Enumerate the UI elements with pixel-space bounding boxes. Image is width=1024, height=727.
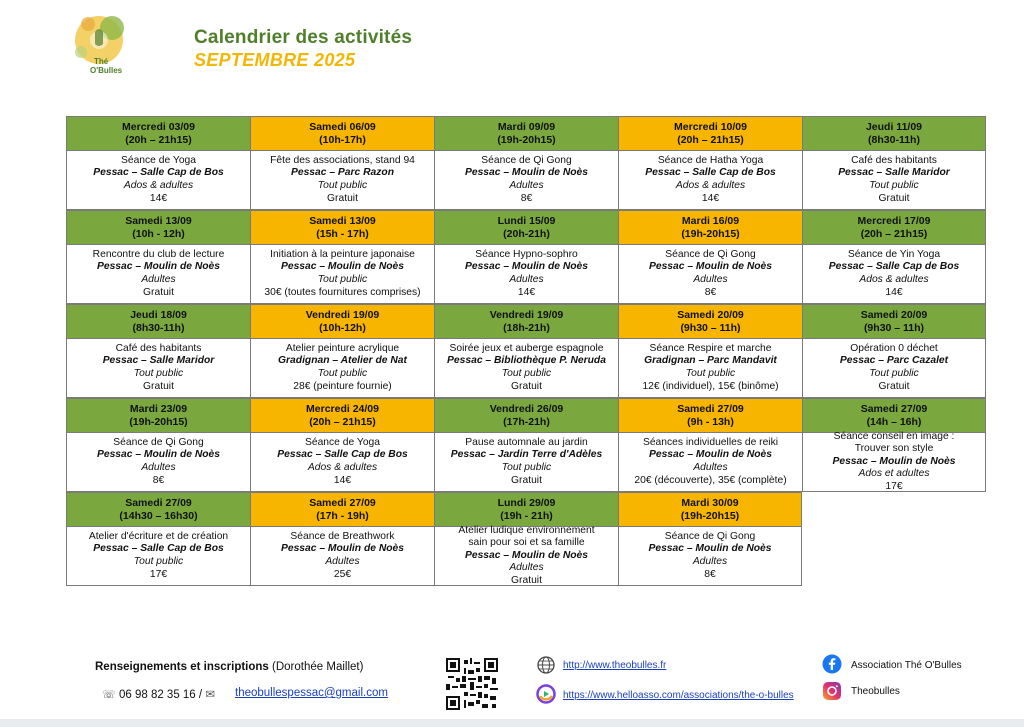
globe-icon <box>536 655 556 675</box>
mail-icon: ✉ <box>205 689 215 701</box>
activity-details <box>434 433 618 492</box>
activity-text: 17€ <box>885 480 903 492</box>
activity-date-header <box>250 492 434 527</box>
activity-text: 17€ <box>149 568 168 580</box>
activity-day: Samedi 06/09 <box>309 120 376 133</box>
activity-cell <box>250 304 434 398</box>
helloasso-link[interactable]: https://www.helloasso.com/associations/the-o-bulles <box>563 690 794 701</box>
activity-text: Atelier peinture acrylique <box>285 342 400 354</box>
activity-day: Vendredi 19/09 <box>305 308 380 321</box>
activity-details <box>66 527 250 586</box>
activity-text: 12€ (individuel), 15€ (binôme) <box>642 380 779 392</box>
activity-day: Samedi 13/09 <box>309 214 376 227</box>
activity-text: Gratuit <box>878 380 910 392</box>
activity-day: Mardi 16/09 <box>681 214 740 227</box>
activity-time: (10h-12h) <box>319 321 366 334</box>
activity-audience: Tout public <box>869 180 919 191</box>
activity-time: (19h-20h15) <box>681 227 740 240</box>
activity-text: Séances individuelles de reiki <box>642 436 779 448</box>
activity-day: Samedi 27/09 <box>309 496 376 509</box>
activity-location: Pessac – Salle Cap de Bos <box>93 543 224 555</box>
footer <box>0 640 1024 727</box>
activity-text: 14€ <box>885 286 903 298</box>
activity-text: Séance de Qi Gong <box>113 436 204 448</box>
activity-cell <box>250 210 434 304</box>
activity-text: Séance Respire et marche <box>649 342 772 354</box>
activity-location: Pessac – Moulin de Noès <box>96 449 221 461</box>
facebook-icon[interactable] <box>822 654 842 674</box>
activity-date-header <box>434 398 618 433</box>
activity-date-header <box>250 116 434 151</box>
activity-text: 30€ (toutes fournitures comprises) <box>264 286 421 298</box>
activity-location: Gradignan – Parc Mandavit <box>644 355 777 367</box>
activity-calendar <box>66 116 988 586</box>
activity-cell <box>618 398 802 492</box>
activity-day: Mardi 30/09 <box>681 496 739 509</box>
activity-date-header <box>618 116 802 151</box>
activity-text: Rencontre du club de lecture <box>92 248 225 260</box>
activity-time: (19h-20h15) <box>497 133 556 146</box>
activity-audience: Adultes <box>692 556 728 567</box>
activity-details <box>66 151 250 210</box>
activity-date-header <box>802 398 986 433</box>
activity-audience: Tout public <box>317 368 368 379</box>
activity-date-header <box>802 304 986 339</box>
activity-date-header <box>250 304 434 339</box>
activity-audience: Ados & adultes <box>859 274 929 285</box>
activity-cell <box>250 116 434 210</box>
activity-text: Soirée jeux et auberge espagnole <box>449 342 604 354</box>
email-link[interactable]: theobullespessac@gmail.com <box>235 687 388 699</box>
activity-date-header <box>66 492 250 527</box>
calendar-row <box>66 210 988 304</box>
activity-text: Opération 0 déchet <box>850 342 938 354</box>
activity-details <box>618 151 802 210</box>
activity-audience: Tout public <box>317 274 368 285</box>
activity-location: Pessac – Moulin de Noès <box>464 549 589 561</box>
activity-details <box>66 339 250 398</box>
activity-day: Mercredi 03/09 <box>122 120 195 133</box>
activity-time: (18h-21h) <box>503 321 550 334</box>
activity-location: Pessac – Moulin de Noès <box>96 261 221 273</box>
activity-details <box>434 524 618 586</box>
activity-location: Pessac – Parc Razon <box>290 167 395 179</box>
activity-date-header <box>434 492 618 527</box>
activity-day: Lundi 29/09 <box>497 496 556 509</box>
activity-cell <box>618 492 802 586</box>
activity-text: Gratuit <box>511 574 542 586</box>
activity-audience: Adultes <box>509 562 544 574</box>
activity-details <box>618 433 802 492</box>
activity-text: Séance de Yin Yoga <box>847 248 941 260</box>
activity-audience: Ados et adultes <box>858 468 930 480</box>
activity-text: Gratuit <box>878 192 910 204</box>
activity-text: 8€ <box>704 286 717 298</box>
activity-time: (9h30 – 11h) <box>680 321 741 334</box>
activity-time: (14h30 – 16h30) <box>119 509 198 522</box>
activity-cell <box>66 492 250 586</box>
activity-text: 8€ <box>520 192 533 204</box>
activity-audience: Tout public <box>133 368 184 379</box>
activity-text: Séance de Qi Gong <box>664 530 756 542</box>
activity-audience: Adultes <box>509 180 544 191</box>
activity-time: (8h30-11h) <box>132 321 185 334</box>
activity-audience: Tout public <box>869 368 919 379</box>
activity-time: (14h – 16h) <box>866 415 922 428</box>
activity-text: Séance de Yoga <box>120 154 196 166</box>
activity-audience: Tout public <box>501 368 552 379</box>
activity-text: Séance Hypno-sophro <box>475 248 578 260</box>
activity-text: Séance de Yoga <box>304 436 380 448</box>
activity-audience: Adultes <box>693 274 728 285</box>
activity-details <box>802 430 986 492</box>
info-line <box>95 661 363 673</box>
activity-cell <box>802 210 986 304</box>
activity-cell <box>434 304 618 398</box>
activity-date-header <box>618 304 802 339</box>
activity-date-header <box>802 210 986 245</box>
activity-date-header <box>250 210 434 245</box>
info-label: Renseignements et inscriptions <box>95 661 269 673</box>
activity-details <box>66 433 250 492</box>
instagram-icon[interactable] <box>822 681 842 701</box>
activity-time: (20h – 21h15) <box>125 133 192 146</box>
activity-location: Pessac – Moulin de Noès <box>280 261 405 273</box>
activity-cell <box>250 492 434 586</box>
activity-cell <box>802 116 986 210</box>
activity-date-header <box>66 210 250 245</box>
activity-day: Mercredi 24/09 <box>306 402 379 415</box>
activity-text: Fête des associations, stand 94 <box>270 154 415 166</box>
activity-details <box>618 245 802 304</box>
activity-day: Samedi 20/09 <box>860 308 928 321</box>
activity-date-header <box>618 210 802 245</box>
activity-time: (17h-21h) <box>503 415 550 428</box>
activity-date-header <box>434 210 618 245</box>
activity-time: (9h30 – 11h) <box>863 321 925 334</box>
activity-time: (17h - 19h) <box>316 509 369 522</box>
activity-audience: Ados & adultes <box>675 180 746 191</box>
activity-text: 20€ (découverte), 35€ (complète) <box>634 474 787 486</box>
phone-icon: ☏ <box>102 689 116 701</box>
activity-location: Pessac – Salle Maridor <box>102 355 215 367</box>
activity-time: (19h-20h15) <box>680 509 740 522</box>
qr-code[interactable] <box>446 658 498 710</box>
activity-day: Jeudi 18/09 <box>130 308 187 321</box>
phone-line <box>102 687 215 701</box>
activity-date-header <box>66 116 250 151</box>
activity-day: Samedi 27/09 <box>860 402 928 415</box>
activity-time: (20h – 21h15) <box>309 415 376 428</box>
activity-time: (15h - 17h) <box>316 227 369 240</box>
activity-location: Pessac – Salle Cap de Bos <box>277 449 408 461</box>
footer-bar <box>0 719 1024 727</box>
activity-cell <box>250 398 434 492</box>
activity-cell <box>802 304 986 398</box>
activity-time: (19h - 21h) <box>500 509 553 522</box>
activity-text: 8€ <box>152 474 165 486</box>
activity-text: Trouver son style <box>854 443 934 455</box>
activity-day: Samedi 20/09 <box>677 308 744 321</box>
activity-text: Café des habitants <box>851 154 937 166</box>
activity-location: Pessac – Salle Cap de Bos <box>93 167 224 179</box>
activity-audience: Tout public <box>133 556 184 567</box>
activity-details <box>434 245 618 304</box>
info-contact: (Dorothée Maillet) <box>272 661 364 673</box>
activity-cell <box>66 116 250 210</box>
activity-day: Mardi 09/09 <box>497 120 556 133</box>
activity-location: Pessac – Bibliothèque P. Neruda <box>447 355 606 367</box>
activity-cell <box>66 398 250 492</box>
activity-day: Mercredi 10/09 <box>674 120 747 133</box>
activity-text: 14€ <box>333 474 352 486</box>
activity-text: Séance conseil en image : <box>833 430 955 442</box>
activity-time: (10h - 12h) <box>132 227 185 240</box>
svg-text:Thé: Thé <box>94 57 109 66</box>
activity-text: Atelier ludique environnement <box>458 524 595 536</box>
activity-date-header <box>618 492 802 527</box>
activity-details <box>802 151 986 210</box>
activity-time: (8h30-11h) <box>868 133 920 146</box>
activity-location: Pessac – Moulin de Noès <box>280 543 405 555</box>
activity-text: Séance de Breathwork <box>290 530 395 542</box>
activity-day: Samedi 27/09 <box>677 402 744 415</box>
the-obulles-logo <box>66 10 136 76</box>
activity-audience: Adultes <box>693 462 728 473</box>
activity-text: Séance de Qi Gong <box>665 248 756 260</box>
activity-location: Pessac – Moulin de Noès <box>464 261 589 273</box>
activity-time: (9h - 13h) <box>687 415 734 428</box>
activity-location: Pessac – Moulin de Noès <box>832 455 956 467</box>
activity-location: Pessac – Salle Cap de Bos <box>645 167 776 179</box>
calendar-row <box>66 398 988 492</box>
activity-details <box>434 339 618 398</box>
activity-location: Gradignan – Atelier de Nat <box>278 355 407 367</box>
page-title: Calendrier des activités <box>194 27 413 48</box>
activity-audience: Adultes <box>141 462 176 473</box>
activity-text: Gratuit <box>511 380 542 392</box>
activity-date-header <box>802 116 986 151</box>
activity-text: Gratuit <box>143 380 174 392</box>
activity-day: Mardi 23/09 <box>129 402 188 415</box>
facebook-label[interactable]: Association Thé O'Bulles <box>851 660 962 671</box>
activity-cell <box>434 116 618 210</box>
activity-details <box>250 527 434 586</box>
activity-cell <box>434 398 618 492</box>
phone-number: 06 98 82 35 16 / <box>118 689 203 701</box>
activity-text: 28€ (peinture fournie) <box>293 380 392 392</box>
activity-audience: Ados & adultes <box>307 462 378 473</box>
svg-text:O'Bulles: O'Bulles <box>90 66 123 75</box>
activity-text: Atelier d'écriture et de création <box>88 530 229 542</box>
calendar-row <box>66 116 988 210</box>
page-subtitle: SEPTEMBRE 2025 <box>194 50 356 70</box>
activity-audience: Tout public <box>685 368 736 379</box>
activity-location: Pessac – Moulin de Noès <box>648 449 773 461</box>
activity-date-header <box>618 398 802 433</box>
activity-day: Vendredi 26/09 <box>489 402 564 415</box>
activity-audience: Adultes <box>509 274 544 285</box>
activity-text: Gratuit <box>143 286 174 298</box>
activity-time: (20h-21h) <box>503 227 550 240</box>
activity-day: Lundi 15/09 <box>497 214 556 227</box>
website-link[interactable]: http://www.theobulles.fr <box>563 660 667 671</box>
activity-date-header <box>250 398 434 433</box>
activity-time: (10h-17h) <box>319 133 366 146</box>
activity-text: 25€ <box>333 568 352 580</box>
activity-location: Pessac – Moulin de Noès <box>648 261 773 273</box>
activity-cell <box>66 210 250 304</box>
activity-day: Samedi 13/09 <box>125 214 192 227</box>
activity-day: Samedi 27/09 <box>125 496 192 509</box>
activity-audience: Tout public <box>317 180 368 191</box>
activity-details <box>250 339 434 398</box>
activity-text: Gratuit <box>511 474 542 486</box>
activity-date-header <box>434 116 618 151</box>
activity-location: Pessac – Jardin Terre d'Adèles <box>450 449 603 461</box>
activity-text: Séance de Qi Gong <box>481 154 572 166</box>
activity-location: Pessac – Moulin de Noès <box>648 543 772 555</box>
activity-details <box>618 339 802 398</box>
activity-location: Pessac – Salle Maridor <box>838 167 950 179</box>
activity-time: (19h-20h15) <box>129 415 188 428</box>
activity-details <box>802 339 986 398</box>
activity-text: Séance de Hatha Yoga <box>657 154 764 166</box>
activity-day: Vendredi 19/09 <box>489 308 564 321</box>
activity-date-header <box>66 304 250 339</box>
activity-cell <box>618 210 802 304</box>
activity-cell <box>618 116 802 210</box>
activity-text: 14€ <box>701 192 720 204</box>
calendar-row <box>66 304 988 398</box>
activity-text: 14€ <box>517 286 536 298</box>
activity-text: Gratuit <box>327 192 358 204</box>
helloasso-icon <box>536 684 556 704</box>
activity-text: 8€ <box>704 568 716 580</box>
activity-details <box>250 433 434 492</box>
activity-day: Mercredi 17/09 <box>857 214 931 227</box>
activity-cell <box>618 304 802 398</box>
activity-audience: Tout public <box>501 462 552 473</box>
activity-text: sain pour soi et sa famille <box>468 537 585 549</box>
activity-details <box>250 245 434 304</box>
calendar-row <box>66 492 988 586</box>
activity-cell <box>434 210 618 304</box>
activity-location: Pessac – Salle Cap de Bos <box>828 261 960 273</box>
activity-text: Pause automnale au jardin <box>465 436 588 448</box>
activity-audience: Ados & adultes <box>123 180 194 191</box>
activity-text: Initiation à la peinture japonaise <box>270 248 415 260</box>
activity-cell <box>802 398 986 492</box>
activity-audience: Adultes <box>325 556 360 567</box>
activity-time: (20h – 21h15) <box>677 133 744 146</box>
activity-cell <box>66 304 250 398</box>
activity-time: (20h – 21h15) <box>860 227 928 240</box>
activity-audience: Adultes <box>141 274 176 285</box>
activity-date-header <box>66 398 250 433</box>
activity-day: Jeudi 11/09 <box>865 120 923 133</box>
activity-date-header <box>434 304 618 339</box>
activity-details <box>802 245 986 304</box>
activity-details <box>250 151 434 210</box>
activity-details <box>434 151 618 210</box>
activity-text: 14€ <box>149 192 168 204</box>
activity-location: Pessac – Parc Cazalet <box>839 355 949 367</box>
activity-cell <box>434 492 618 586</box>
activity-text: Café des habitants <box>115 342 202 354</box>
activity-details <box>66 245 250 304</box>
activity-location: Pessac – Moulin de Noès <box>464 167 589 179</box>
activity-details <box>618 527 802 586</box>
instagram-label[interactable]: Theobulles <box>851 686 900 697</box>
